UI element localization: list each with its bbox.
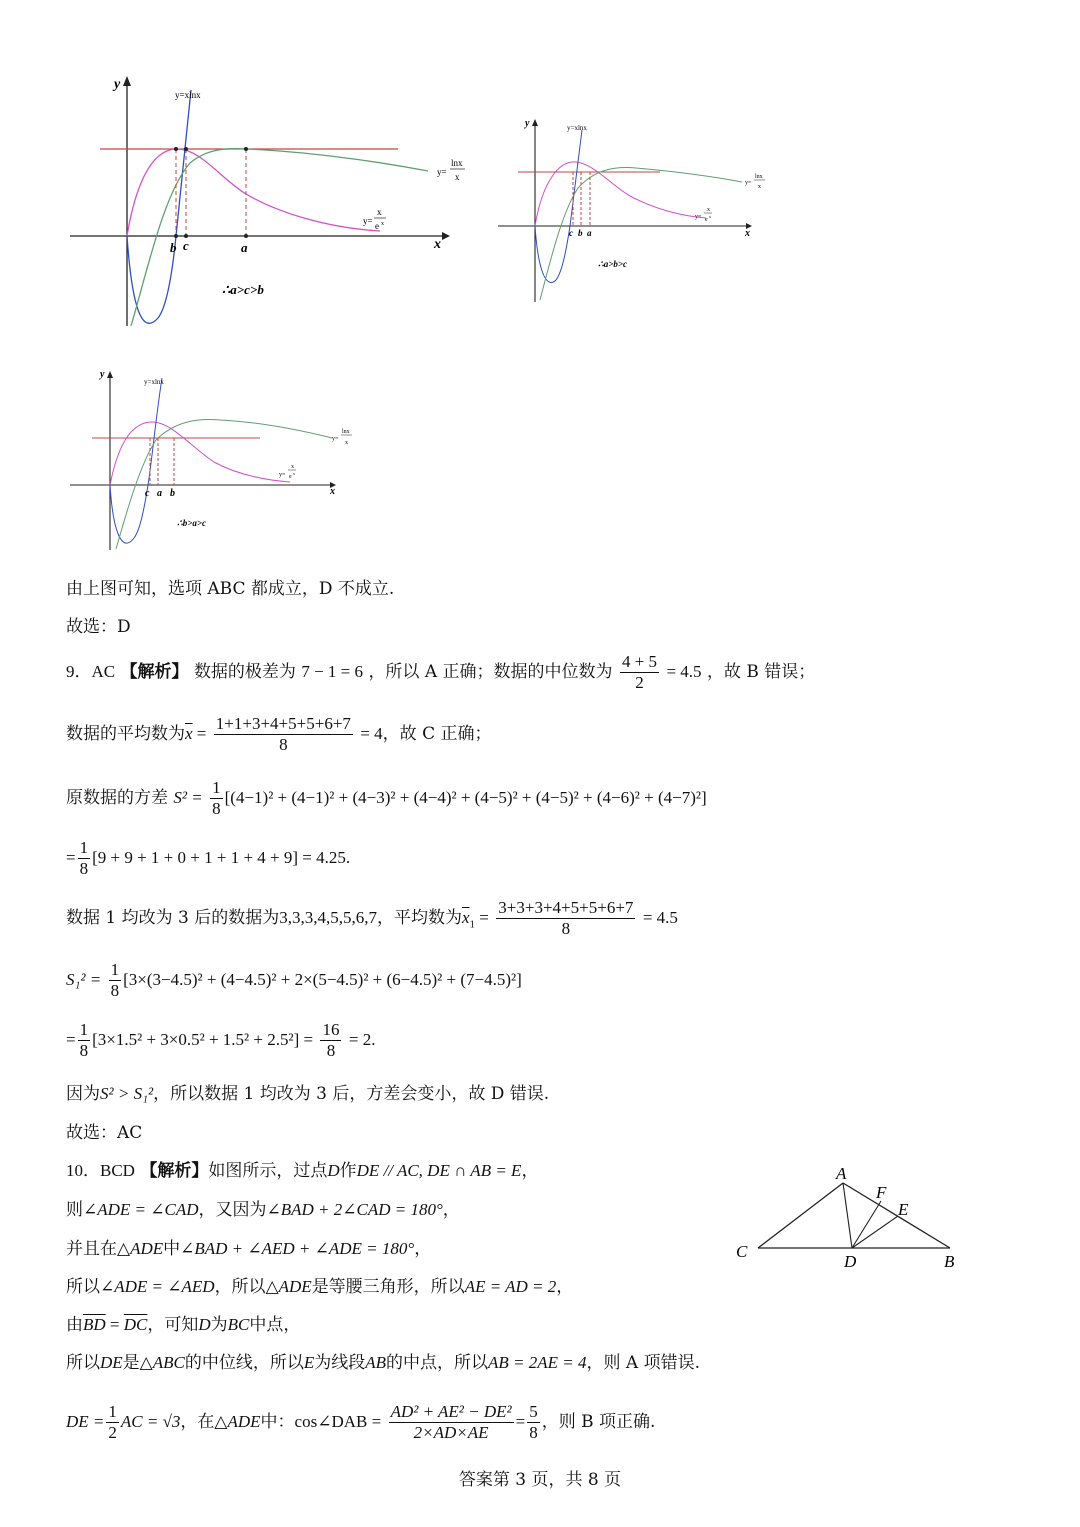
page-footer-text: 答案第 3 页，共 8 页	[458, 1470, 622, 1490]
graph-figure-1	[60, 68, 480, 343]
q10-l1c: ，	[521, 1161, 539, 1181]
frac-den: 8	[110, 981, 120, 1000]
q10-l3b: 中	[163, 1239, 181, 1259]
label-lnx-den: x	[758, 184, 761, 190]
tick-label-a: a	[587, 228, 592, 238]
q10-l6b: 是	[122, 1353, 140, 1373]
q10-l1b: 作	[339, 1161, 357, 1181]
tick-label-b: b	[170, 488, 175, 499]
caption-fig3: ∴b>a>c	[177, 518, 206, 528]
frac-den: 2	[108, 1423, 117, 1442]
x-axis-arrow	[442, 232, 450, 240]
point-4	[174, 234, 178, 238]
q10-l5b: ，可知	[147, 1315, 199, 1335]
frac-num: 1	[79, 1020, 89, 1039]
q9-line-new-data	[66, 898, 678, 939]
label-xex-sup: x	[293, 471, 295, 476]
frac-den: 2	[635, 673, 644, 692]
tick-label-b: b	[578, 228, 583, 238]
q9-line-1	[66, 652, 815, 693]
label-xex-num: x	[377, 207, 382, 217]
q10-l4b: ，所以	[214, 1277, 266, 1297]
conclusion-q8	[66, 578, 394, 600]
frac-den: 8	[79, 859, 89, 878]
y-axis-label: y	[100, 369, 105, 380]
answer-text: 故选：D	[66, 617, 131, 637]
q10-l2b: ，又因为	[198, 1200, 267, 1220]
frac-num: 1	[79, 838, 89, 857]
label-xex-y: y=	[695, 214, 702, 220]
frac-num: 1	[108, 1402, 117, 1421]
q9-math-range: 7 − 1 = 6	[301, 662, 364, 681]
frac-den: 8	[326, 1041, 336, 1060]
graph-figure-3	[64, 364, 364, 554]
q9-new-mean-eq: =	[475, 908, 489, 927]
q9-mean-eq: =	[192, 724, 207, 743]
side-ca	[758, 1183, 843, 1248]
q10-l4a: 所以	[66, 1277, 100, 1297]
q10-l6m4: AB	[365, 1353, 387, 1372]
q9-line-variance-2	[66, 838, 350, 879]
label-xlnx: y=xlnx	[567, 124, 587, 132]
q9-text-1: 数据的极差为	[193, 662, 296, 682]
q10-vector-bd: $\overline{BD}$	[83, 1315, 106, 1334]
q10-fraction-5-8	[527, 1402, 540, 1443]
q10-l3a: 并且在	[66, 1239, 117, 1259]
q9-line-because	[66, 1083, 549, 1105]
frac-num: 16	[322, 1020, 340, 1039]
tick-label-c: c	[183, 238, 189, 253]
q9-variance2-tail: .	[345, 848, 351, 867]
q9-line-variance	[66, 778, 707, 819]
label-lnx-den: x	[345, 440, 348, 446]
side-ab	[843, 1183, 950, 1248]
q9-line-answer	[66, 1122, 142, 1144]
label-lnx-y: y=	[437, 167, 447, 177]
q9-variance2-eq: =	[66, 848, 76, 867]
q9-fraction-median	[620, 652, 659, 693]
tick-label-c: c	[145, 488, 150, 499]
frac-den: 8	[279, 735, 288, 754]
q9-number: 9．AC	[66, 662, 116, 681]
q10-l7m3: △ADE	[214, 1412, 261, 1431]
q9-new-mean-sub: 1	[469, 918, 476, 931]
q9-variance-text: 原数据的方差	[66, 788, 168, 808]
q10-l6d: 为线段	[314, 1353, 366, 1373]
q9-fraction-1-8	[210, 778, 223, 819]
q10-line-1	[66, 1160, 538, 1182]
q9-math-median: = 4.5	[666, 662, 702, 681]
q10-fraction-1-2	[106, 1402, 119, 1443]
q10-l6m2: △ABC	[139, 1353, 185, 1372]
label-xex-num: x	[707, 207, 710, 213]
q9-mean-tail: ，故 C 正确；	[382, 724, 492, 744]
q9-line-mean	[66, 714, 492, 755]
q10-l5a: 由	[66, 1315, 83, 1335]
q9-new-data: 3,3,3,4,5,5,6,7	[279, 908, 377, 927]
frac-den: 8	[212, 799, 221, 818]
q9-analysis-tag: 【解析】	[120, 662, 189, 682]
curve-x-ln-x	[110, 378, 162, 543]
q10-l1m2: DE // AC, DE ∩ AB = E	[356, 1161, 522, 1180]
q9-mean-var: $\overline{x}$	[185, 724, 193, 743]
frac-den: 2×AD×AE	[413, 1423, 489, 1442]
answer-q8	[66, 616, 131, 638]
q10-l6m5: AB = 2AE = 4	[488, 1353, 587, 1372]
q10-l3c: ，	[414, 1239, 432, 1259]
vertex-e: E	[898, 1200, 909, 1219]
q10-l6m1: DE	[100, 1353, 123, 1372]
label-xex-den: e	[375, 221, 379, 231]
label-xex-den: e	[705, 217, 708, 223]
label-xex-sup: x	[381, 221, 384, 227]
q9-text-3: ，故 B 错误；	[706, 662, 816, 682]
tick-label-c: c	[569, 228, 573, 238]
q9-fraction-1-8b	[78, 838, 91, 879]
q10-l1m1: D	[327, 1161, 340, 1180]
q9-s1b-result: = 2	[348, 1030, 372, 1049]
q10-l5m4: BC	[227, 1315, 250, 1334]
vertex-a: A	[836, 1165, 847, 1183]
y-axis-label: y	[114, 77, 121, 92]
q9-new-text-2: ，平均数为	[377, 908, 462, 928]
q9-answer: 故选：AC	[66, 1123, 143, 1143]
q10-l1a: 如图所示，过点	[208, 1161, 328, 1181]
curve-x-ln-x	[535, 130, 582, 283]
q10-vector-dc: $\overline{DC}$	[123, 1315, 148, 1334]
q9-line-s1	[66, 960, 522, 1001]
triangle-figure	[730, 1165, 970, 1275]
frac-num: 3+3+3+4+5+5+6+7	[498, 898, 634, 917]
q9-s1-expr: [3×(3−4.5)² + (4−4.5)² + 2×(5−4.5)² + (6−4.5)² + (7−4.5)²]	[123, 970, 522, 989]
y-axis-arrow	[107, 371, 113, 378]
q10-line-4	[66, 1276, 573, 1298]
q9-fraction-16-8	[320, 1020, 341, 1061]
q9-s1b-tail: .	[371, 1030, 376, 1049]
q9-fraction-1-8d	[78, 1020, 91, 1061]
q10-l7m5: =	[515, 1412, 526, 1431]
point-3	[244, 147, 248, 151]
q10-l7a: ，在	[180, 1412, 215, 1432]
segment-de	[852, 1216, 898, 1248]
point-1	[174, 147, 178, 151]
x-axis-label: x	[745, 228, 750, 239]
point-6	[244, 234, 248, 238]
label-lnx-num: lnx	[451, 158, 463, 168]
q10-line-7	[66, 1402, 655, 1443]
frac-num: AD² + AE² − DE²	[390, 1402, 512, 1421]
q9-s1b-expr: [3×1.5² + 3×0.5² + 1.5² + 2.5²] =	[92, 1030, 314, 1049]
q9-new-mean-result: = 4.5	[642, 908, 678, 927]
label-xlnx: y=xlnx	[175, 90, 201, 100]
frac-num: 1	[212, 778, 221, 797]
page-footer	[0, 1465, 1080, 1490]
label-xex-y: y=	[363, 216, 373, 226]
frac-num: 1+1+3+4+5+5+6+7	[215, 714, 351, 733]
label-lnx-num: lnx	[342, 429, 350, 435]
vertex-c: C	[736, 1242, 748, 1261]
q10-l2c: ，	[442, 1200, 460, 1220]
frac-den: 8	[79, 1041, 89, 1060]
q9-s1-lhs: S₁² =	[66, 970, 102, 989]
q10-l2m1: ∠ADE = ∠CAD	[83, 1200, 199, 1219]
caption-fig1: ∴a>c>b	[222, 282, 264, 297]
q10-line-5	[66, 1314, 300, 1336]
tick-label-a: a	[157, 488, 162, 499]
point-2	[184, 147, 188, 151]
q10-l7m2: AC = √3	[120, 1412, 181, 1431]
q10-l3m2: ∠BAD + ∠AED + ∠ADE = 180°	[180, 1239, 415, 1258]
q10-l6c: 的中位线，所以	[184, 1353, 304, 1373]
q10-l2a: 则	[66, 1200, 83, 1220]
q10-l7m4: cos∠DAB =	[294, 1412, 382, 1431]
q10-l4m1: ∠ADE = ∠AED	[100, 1277, 215, 1296]
q10-l7c: ，则 B 项正确.	[541, 1412, 656, 1432]
q9-new-mean-var: $\overline{x}$	[462, 908, 470, 927]
vertex-d: D	[844, 1252, 857, 1271]
x-axis-label: x	[434, 237, 441, 252]
y-axis-arrow	[532, 119, 538, 126]
frac-num: 1	[110, 960, 120, 979]
label-lnx-y: y=	[745, 180, 752, 186]
q10-line-2	[66, 1199, 460, 1221]
q9-new-text: 数据 1 均改为 3 后的数据为	[66, 908, 280, 928]
q9-mean-result: = 4	[360, 724, 383, 743]
q9-text-2: ，所以 A 正确；数据的中位数为	[368, 662, 613, 682]
q10-l3m1: △ADE	[117, 1239, 164, 1258]
q9-variance-expr: [(4−1)² + (4−1)² + (4−3)² + (4−4)² + (4−5)² + (4−5)² + (4−6)² + (4−7)²]	[224, 788, 707, 807]
y-axis-arrow	[123, 76, 131, 86]
q9-fraction-new-mean	[496, 898, 635, 939]
q9-fraction-1-8c	[109, 960, 122, 1001]
q10-l4d: ，	[556, 1277, 574, 1297]
q10-fraction-cos	[389, 1402, 514, 1443]
curve-x-over-ex	[127, 149, 380, 236]
q10-analysis-tag: 【解析】	[140, 1161, 209, 1181]
q10-l6e: 的中点，所以	[386, 1353, 489, 1373]
label-xex-y: y=	[279, 472, 286, 478]
tick-label-b: b	[170, 240, 177, 255]
q9-line-s1b	[66, 1020, 375, 1061]
q10-l5c: 为	[210, 1315, 228, 1335]
q10-l7b: 中：	[260, 1412, 295, 1432]
label-xex-den: e	[289, 474, 292, 480]
q10-l7m1: DE =	[66, 1412, 105, 1431]
tick-label-a: a	[241, 240, 248, 255]
label-xex-num: x	[291, 464, 294, 470]
q10-l6a: 所以	[66, 1353, 100, 1373]
frac-den: 8	[529, 1423, 538, 1442]
q10-line-6	[66, 1352, 700, 1374]
q9-because-2: ，所以数据 1 均改为 3 后，方差会变小，故 D 错误.	[153, 1084, 550, 1104]
segment-df	[852, 1201, 881, 1248]
q10-l4m2: △ADE	[265, 1277, 312, 1296]
segment-ad	[843, 1183, 852, 1248]
curve-x-ln-x	[127, 90, 191, 323]
q10-l6m3: E	[303, 1353, 315, 1372]
vertex-f: F	[876, 1183, 887, 1202]
label-lnx-num: lnx	[755, 174, 763, 180]
frac-num: 4 + 5	[621, 652, 658, 671]
curve-x-over-ex	[110, 422, 290, 485]
q10-l4c: 是等腰三角形，所以	[311, 1277, 465, 1297]
label-xlnx: y=xlnx	[144, 378, 164, 386]
q9-because-math: S² > S₁²	[100, 1084, 154, 1103]
label-lnx-y: y=	[332, 436, 339, 442]
q10-l5eq: =	[105, 1315, 124, 1334]
vertex-b: B	[944, 1252, 955, 1271]
y-axis-label: y	[525, 118, 530, 129]
x-axis-label: x	[330, 486, 335, 497]
frac-den: 8	[561, 919, 571, 938]
q9-because-1: 因为	[66, 1084, 100, 1104]
frac-num: 5	[529, 1402, 538, 1421]
caption-fig2: ∴a>b>c	[598, 259, 627, 269]
q9-mean-text: 数据的平均数为	[66, 724, 185, 744]
q10-l6f: ，则 A 项错误.	[586, 1353, 701, 1373]
q9-fraction-mean	[214, 714, 353, 755]
q10-l2m2: ∠BAD + 2∠CAD = 180°	[266, 1200, 443, 1219]
q10-l5m3: D	[198, 1315, 211, 1334]
q9-variance-lhs: S² =	[173, 788, 203, 807]
graph-figure-2	[490, 112, 770, 322]
conclusion-text: 由上图可知，选项 ABC 都成立，D 不成立.	[66, 579, 395, 599]
label-xex-sup: x	[709, 214, 711, 219]
q10-line-3	[66, 1238, 431, 1260]
q10-l4m3: AE = AD = 2	[464, 1277, 557, 1296]
q9-s1b-eq: =	[66, 1030, 76, 1049]
q10-l5d: 中点，	[249, 1315, 301, 1335]
label-lnx-den: x	[455, 172, 460, 182]
q10-number: 10．BCD	[66, 1161, 135, 1180]
q9-variance2-expr: [9 + 9 + 1 + 0 + 1 + 1 + 4 + 9] = 4.25	[92, 848, 346, 867]
